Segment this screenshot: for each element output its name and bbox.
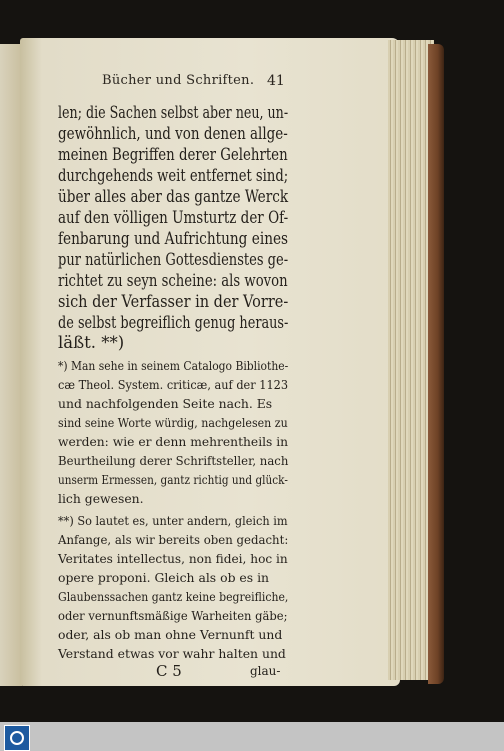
- body-line: len; die Sachen selbst aber neu, un-: [58, 103, 289, 122]
- footnote-line: Veritates intellectus, non fidei, hoc in: [58, 551, 288, 566]
- body-line: fenbarung und Aufrichtung eines: [58, 229, 289, 248]
- body-line: durchgehends weit entfernet sind;: [58, 166, 289, 185]
- page-number: 41: [267, 73, 285, 89]
- running-head: Bücher und Schriften.: [102, 73, 255, 88]
- footnote-line: cæ Theol. System. criticæ, auf der 1123: [58, 377, 289, 392]
- body-line: sich der Verfasser in der Vorre-: [58, 292, 289, 311]
- footnote-line: unserm Ermessen, gantz richtig und glück-: [58, 472, 288, 487]
- catchword: glau-: [250, 664, 281, 678]
- body-line: richtet zu seyn scheine: als wovon: [58, 271, 288, 290]
- body-line: gewöhnlich, und von denen allge-: [58, 124, 288, 143]
- body-line: de selbst begreiflich genug heraus-: [58, 313, 289, 332]
- footnote-line: Anfange, als wir bereits oben gedacht:: [58, 532, 289, 547]
- signature-mark: C 5: [156, 662, 182, 680]
- footnote-line: opere proponi. Gleich als ob es in: [58, 570, 270, 585]
- footnote-line: Glaubenssachen gantz keine begreifliche,: [58, 589, 289, 604]
- footnote-line: oder, als ob man ohne Vernunft und: [58, 627, 283, 642]
- body-line: auf den völligen Umsturtz der Of-: [58, 208, 289, 227]
- footnote-line: und nachfolgenden Seite nach. Es: [58, 396, 273, 411]
- footnote-line: lich gewesen.: [58, 491, 144, 506]
- footnote-line: werden: wie er denn mehrentheils in: [58, 434, 289, 449]
- footnote-line: Beurtheilung derer Schriftsteller, nach: [58, 453, 289, 468]
- body-line: läßt. **): [58, 333, 125, 352]
- footnote-line: *) Man sehe in seinem Catalogo Bibliothe-: [58, 358, 289, 373]
- body-line: pur natürlichen Gottesdienstes ge-: [58, 250, 289, 269]
- footnote-line: sind seine Worte würdig, nachgelesen zu: [58, 415, 288, 430]
- footnote-line: **) So lautet es, unter andern, gleich im: [58, 513, 288, 528]
- footnote-line: Verstand etwas vor wahr halten und: [58, 646, 286, 661]
- footnote-line: oder vernunftsmäßige Warheiten gäbe;: [58, 608, 288, 623]
- body-line: meinen Begriffen derer Gelehrten: [58, 145, 288, 164]
- facing-page-edge: [0, 44, 22, 686]
- viewer-footer-bar: [0, 722, 504, 751]
- body-line: über alles aber das gantze Werck: [58, 187, 289, 206]
- library-logo-icon: [4, 725, 30, 751]
- book-cover-edge: [428, 44, 444, 684]
